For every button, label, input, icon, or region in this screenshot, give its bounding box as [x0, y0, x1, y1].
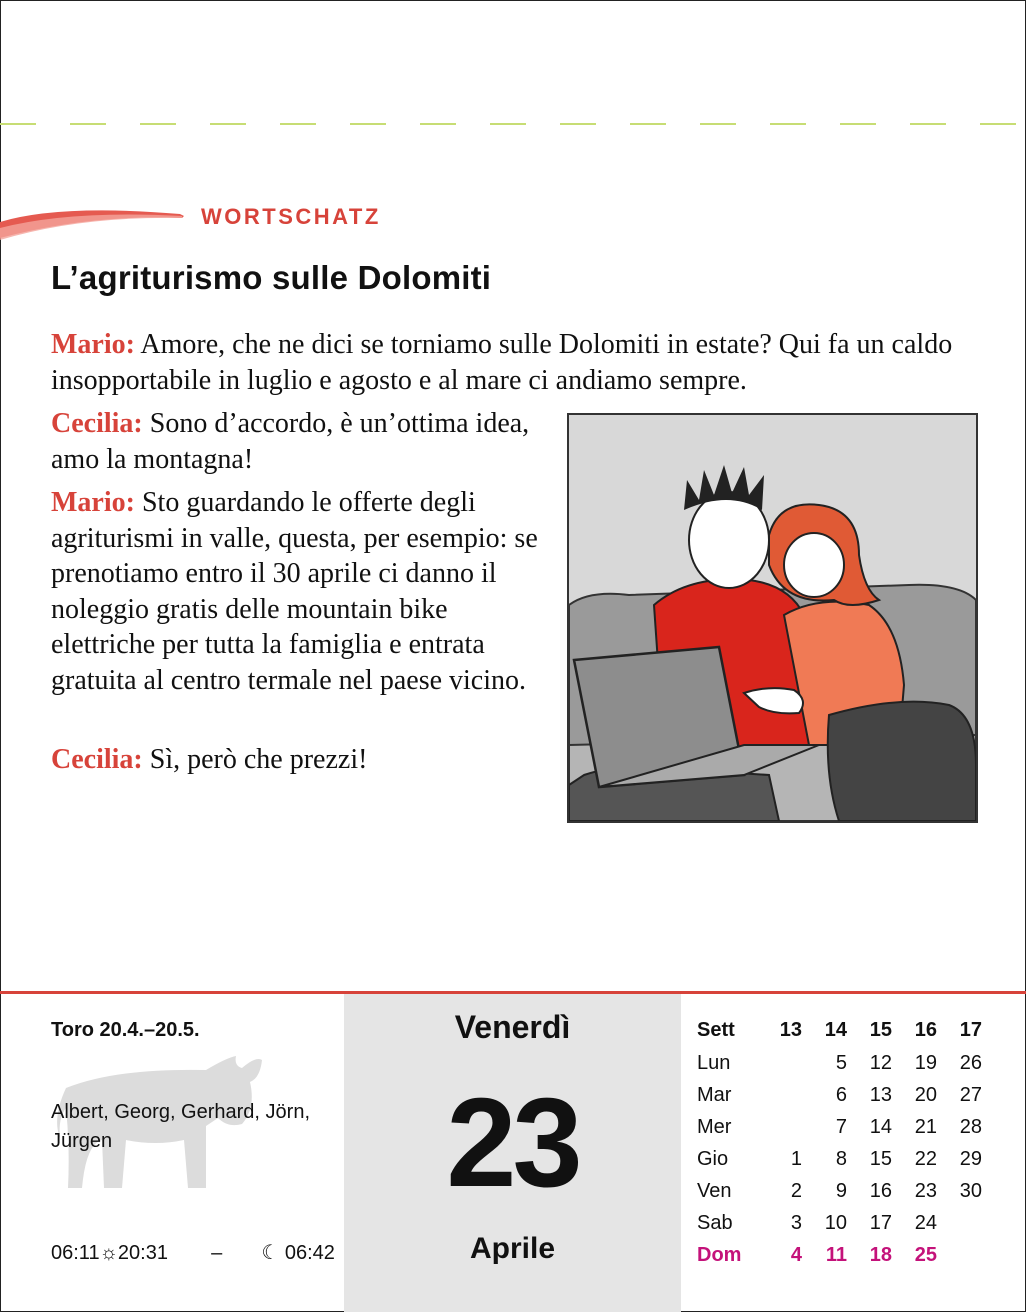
calendar-day: 8 — [835, 1147, 847, 1170]
day-label: Sab — [697, 1211, 733, 1234]
calendar-day: 12 — [869, 1051, 892, 1074]
month-calendar — [697, 1013, 982, 1271]
dialog-text: Sono d’accordo, è un’ottima idea, amo la montagna! — [51, 408, 530, 475]
day-label: Mar — [697, 1083, 732, 1106]
calendar-day: 24 — [914, 1211, 937, 1234]
day-label: Dom — [697, 1243, 742, 1266]
day-label: Ven — [697, 1179, 732, 1202]
calendar-row-sunday — [697, 1239, 982, 1271]
calendar-row — [697, 1175, 982, 1207]
sun-moon-times — [51, 1240, 335, 1265]
category-label: WORTSCHATZ — [201, 204, 381, 229]
week-number: 13 — [779, 1018, 802, 1041]
calendar-day: 17 — [869, 1211, 892, 1234]
dialog-text: Sì, però che prezzi! — [142, 744, 368, 775]
calendar-day: 13 — [869, 1083, 892, 1106]
calendar-day: 7 — [835, 1115, 847, 1138]
calendar-day — [757, 1047, 802, 1079]
calendar-day: 21 — [914, 1115, 937, 1138]
calendar-day: 10 — [824, 1211, 847, 1234]
calendar-day — [937, 1239, 982, 1271]
calendar-day: 19 — [914, 1051, 937, 1074]
calendar-row — [697, 1047, 982, 1079]
day-label: Mer — [697, 1115, 732, 1138]
calendar-day — [937, 1207, 982, 1239]
weekday: Venerdì — [454, 1009, 571, 1045]
calendar-day: 29 — [959, 1147, 982, 1170]
moonset-time: 06:42 — [284, 1242, 335, 1264]
sunset-time: 20:31 — [117, 1242, 168, 1264]
calendar-row — [697, 1143, 982, 1175]
calendar-day: 16 — [869, 1179, 892, 1202]
calendar-day: 2 — [790, 1179, 802, 1202]
day-label: Gio — [697, 1147, 729, 1170]
calendar-day: 5 — [835, 1051, 847, 1074]
calendar-day: 30 — [959, 1179, 982, 1202]
calendar-day: 1 — [790, 1147, 802, 1170]
dialog-line — [51, 327, 981, 398]
speaker-name: Cecilia: — [51, 744, 143, 775]
name-days: Albert, Georg, Gerhard, Jörn, Jürgen — [51, 1101, 311, 1152]
calendar-day — [757, 1079, 802, 1111]
calendar-day: 28 — [959, 1115, 982, 1138]
sunrise-time: 06:11 — [51, 1242, 100, 1264]
couple-laptop-illustration — [567, 413, 978, 823]
calendar-day: 3 — [790, 1211, 802, 1234]
sun-icon: ☼ — [99, 1242, 118, 1264]
calendar-day: 14 — [869, 1115, 892, 1138]
calendar-day: 22 — [914, 1147, 937, 1170]
speaker-name: Cecilia: — [51, 408, 143, 439]
moon-icon: ☾ — [261, 1242, 280, 1264]
month-name: Aprile — [469, 1232, 556, 1265]
dialog-line — [51, 406, 551, 477]
calendar-day: 25 — [914, 1243, 937, 1266]
week-label: Sett — [697, 1018, 735, 1041]
calendar-day: 6 — [835, 1083, 847, 1106]
calendar-day — [757, 1111, 802, 1143]
dialog-line — [51, 742, 551, 778]
calendar-day: 15 — [869, 1147, 892, 1170]
cut-line — [0, 123, 1026, 125]
calendar-day: 23 — [914, 1179, 937, 1202]
calendar-day: 4 — [790, 1243, 802, 1266]
week-number: 15 — [869, 1018, 892, 1041]
calendar-day: 11 — [825, 1243, 847, 1266]
swoosh-decoration — [0, 200, 185, 242]
week-number: 17 — [959, 1018, 982, 1041]
week-number: 16 — [914, 1018, 937, 1041]
day-label: Lun — [697, 1051, 731, 1074]
dialog-line — [51, 485, 551, 698]
calendar-day: 9 — [835, 1179, 847, 1202]
zodiac-label: Toro 20.4.–20.5. — [51, 1019, 200, 1041]
calendar-row — [697, 1111, 982, 1143]
moonrise-time: – — [211, 1242, 223, 1264]
calendar-header-row — [697, 1013, 982, 1047]
calendar-day: 20 — [914, 1083, 937, 1106]
speaker-name: Mario: — [51, 329, 135, 360]
dialog-text: Amore, che ne dici se torniamo sulle Dolomiti in estate? Qui fa un caldo insopportabile in luglio e agosto e al mare ci andiamo sempre. — [51, 329, 953, 396]
calendar-row — [697, 1079, 982, 1111]
page-title: L’agriturismo sulle Dolomiti — [51, 259, 492, 296]
calendar-day: 18 — [869, 1243, 892, 1266]
dialog-text: Sto guardando le offerte degli agriturismi in valle, questa, per esempio: se prenotiamo entro il 30 aprile ci danno il noleggio gratis delle mountain bike elettriche per tutta la famiglia e entrata gratuita al centro termale nel paese vicino. — [51, 487, 538, 696]
calendar-row — [697, 1207, 982, 1239]
day-number: 23 — [446, 1072, 579, 1213]
speaker-name: Mario: — [51, 487, 135, 518]
calendar-day: 26 — [959, 1051, 982, 1074]
calendar-day: 27 — [959, 1083, 982, 1106]
week-number: 14 — [824, 1018, 847, 1041]
